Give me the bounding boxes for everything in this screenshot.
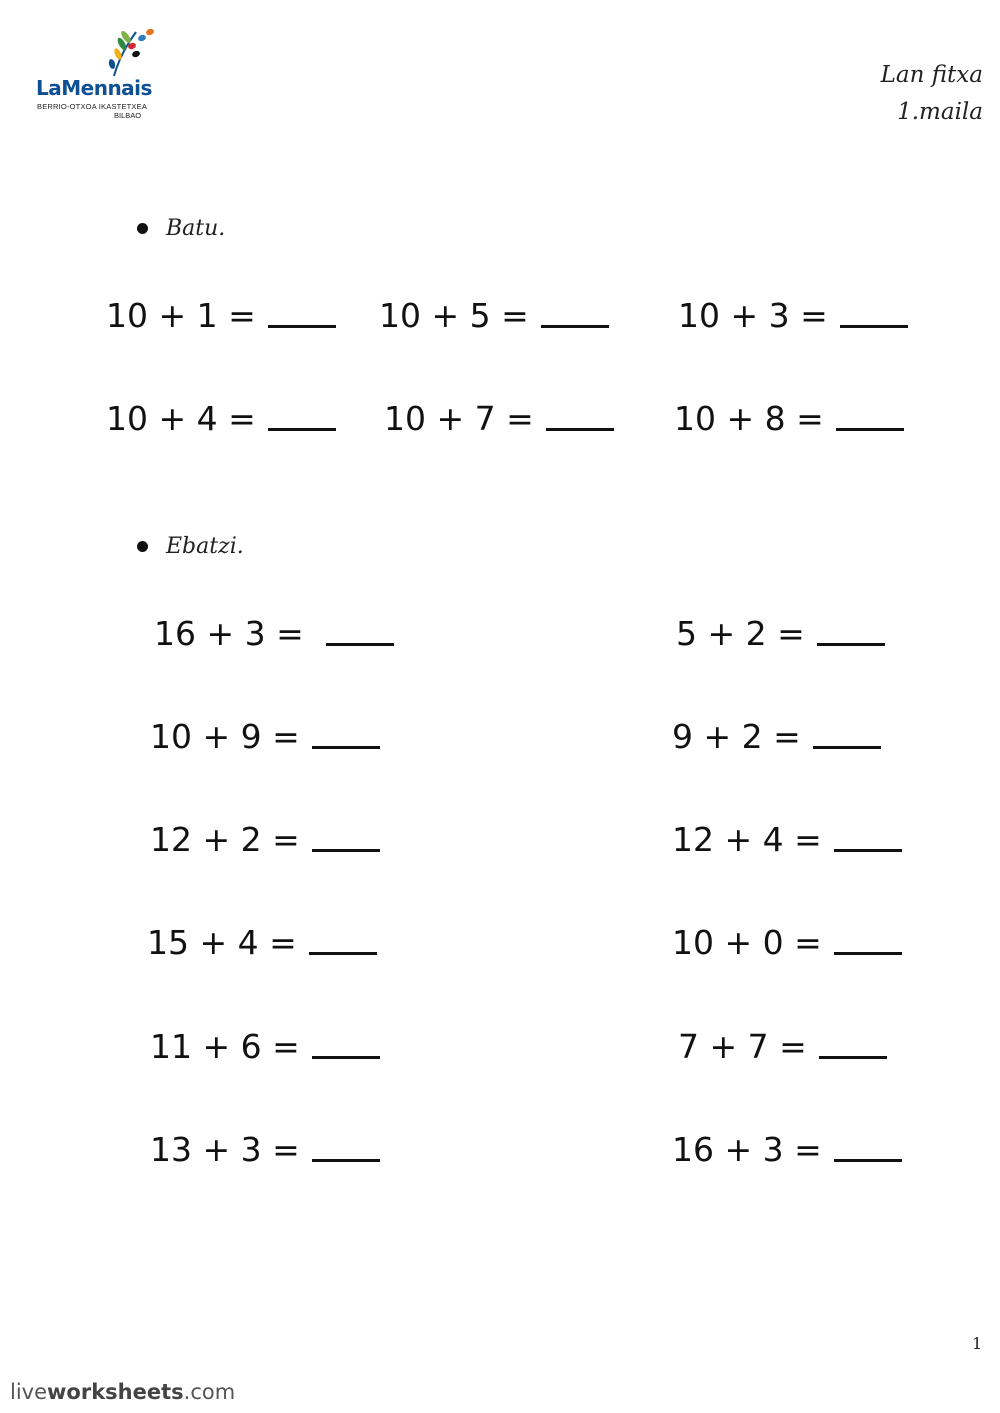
answer-blank[interactable] [546,428,614,431]
answer-blank[interactable] [541,325,609,328]
problem-expression: 11 + 6 = [150,1027,300,1066]
logo-school-name: BERRIO-OTXOA IKASTETXEA [37,102,148,111]
problem [678,1027,887,1066]
watermark-brand: worksheets [47,1380,184,1404]
problem [150,1130,380,1169]
instruction-ebatzi [137,534,244,559]
bullet-icon [137,541,148,552]
problem [150,820,380,859]
bullet-icon [137,223,148,234]
problem [678,296,908,335]
problem [106,399,336,438]
watermark-suffix: .com [183,1380,236,1404]
problem-expression: 16 + 3 = [672,1130,822,1169]
problem-expression: 10 + 0 = [672,923,822,962]
problem [150,717,380,756]
problem-expression: 16 + 3 = [154,614,304,653]
answer-blank[interactable] [834,1159,902,1162]
worksheet-title: Lan fitxa [880,62,983,88]
answer-blank[interactable] [819,1056,887,1059]
answer-blank[interactable] [268,325,336,328]
problem [384,399,614,438]
instruction-batu [137,216,225,241]
problem-expression: 10 + 3 = [678,296,828,335]
problem [147,923,377,962]
answer-blank[interactable] [817,643,885,646]
answer-blank[interactable] [834,849,902,852]
problem-expression: 7 + 7 = [678,1027,807,1066]
problem-expression: 10 + 1 = [106,296,256,335]
problem [674,399,904,438]
problem-expression: 10 + 8 = [674,399,824,438]
answer-blank[interactable] [312,1056,380,1059]
problem-expression: 9 + 2 = [672,717,801,756]
watermark-prefix: live [10,1380,48,1404]
wheat-logo-icon [96,24,186,79]
problem [672,1130,902,1169]
answer-blank[interactable] [268,428,336,431]
answer-blank[interactable] [312,849,380,852]
problem-expression: 15 + 4 = [147,923,297,962]
problem [106,296,336,335]
problem [379,296,609,335]
problem [672,923,902,962]
problem [672,820,902,859]
problem-expression: 5 + 2 = [676,614,805,653]
problem-expression: 12 + 4 = [672,820,822,859]
problem [154,614,394,653]
answer-blank[interactable] [813,746,881,749]
problem-expression: 10 + 5 = [379,296,529,335]
problem [672,717,881,756]
logo-city: BILBAO [114,111,142,120]
problem [676,614,885,653]
answer-blank[interactable] [836,428,904,431]
problem-expression: 10 + 9 = [150,717,300,756]
problem-expression: 12 + 2 = [150,820,300,859]
logo-wordmark: LaMennais [36,76,152,100]
problem [150,1027,380,1066]
instruction-text: Batu. [166,216,226,241]
page-number: 1 [972,1334,983,1353]
answer-blank[interactable] [840,325,908,328]
answer-blank[interactable] [312,1159,380,1162]
instruction-text: Ebatzi. [166,534,244,559]
liveworksheets-watermark [10,1380,235,1404]
problem-expression: 13 + 3 = [150,1130,300,1169]
answer-blank[interactable] [326,643,394,646]
problem-expression: 10 + 7 = [384,399,534,438]
grade-level: 1.maila [897,99,983,125]
answer-blank[interactable] [312,746,380,749]
school-logo [36,24,186,124]
answer-blank[interactable] [309,952,377,955]
answer-blank[interactable] [834,952,902,955]
problem-expression: 10 + 4 = [106,399,256,438]
